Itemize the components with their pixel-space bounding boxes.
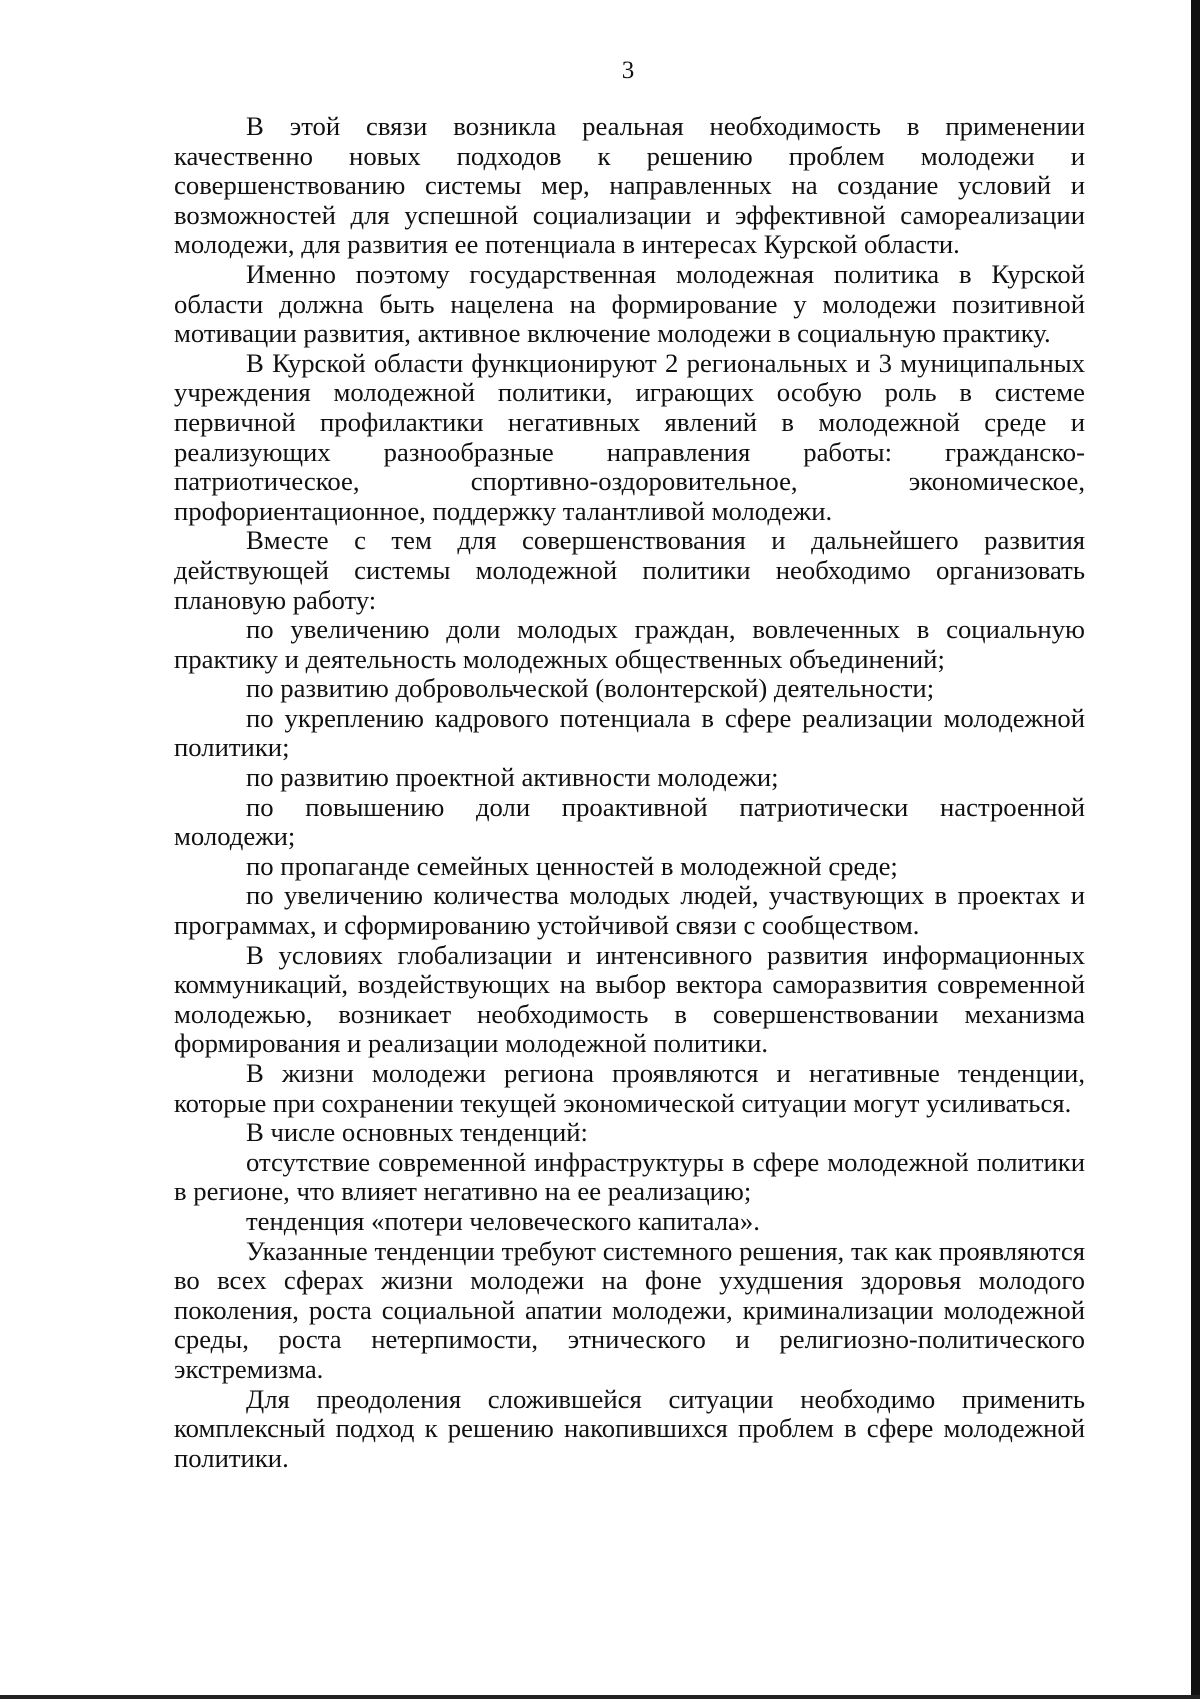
scan-edge-right <box>1191 0 1200 1699</box>
list-item: по пропаганде семейных ценностей в молодежной среде; <box>246 850 898 881</box>
page-number: 3 <box>621 57 635 84</box>
list-item: по укреплению кадрового потенциала в сфере реализации молодежной политики; <box>174 702 1085 763</box>
paragraph: В Курской области функционируют 2 региональных и 3 муниципальных учреждения молодежной политики, играющих особую роль в системе первичной профилактики негативных явлений в молодежной среде и реализующих разнообразные направления работы: гражданско-патриотическое, спортивно-оздоровительное, экономическое, профориентационное, поддержку талантливой молодежи. <box>174 347 1085 526</box>
paragraph: В жизни молодежи региона проявляются и негативные тенденции, которые при сохранении текущей экономической ситуации могут усиливаться. <box>174 1058 1085 1118</box>
paragraph: В числе основных тенденций: <box>246 1117 588 1148</box>
document-body <box>174 112 1085 1473</box>
paragraph: Указанные тенденции требуют системного решения, так как проявляются во всех сферах жизни молодежи на фоне ухудшения здоровья молодого поколения, роста социальной апатии молодежи, криминализации молодежной среды, роста нетерпимости, этнического и религиозно-политического экстремизма. <box>174 1235 1085 1384</box>
scan-edge-bottom <box>0 1695 1200 1699</box>
paragraph: В условиях глобализации и интенсивного развития информационных коммуникаций, воздействующих на выбор вектора саморазвития современной молодежью, возникает необходимость в совершенствовании механизма формирования и реализации молодежной политики. <box>174 939 1085 1059</box>
paragraph: Для преодоления сложившейся ситуации необходимо применить комплексный подход к решению накопившихся проблем в сфере молодежной политики. <box>174 1383 1085 1473</box>
list-item: отсутствие современной инфраструктуры в сфере молодежной политики в регионе, что влияет негативно на ее реализацию; <box>174 1146 1085 1207</box>
list-item: по увеличению доли молодых граждан, вовлеченных в социальную практику и деятельность молодежных общественных объединений; <box>174 614 1085 674</box>
list-item: по увеличению количества молодых людей, участвующих в проектах и программах, и сформированию устойчивой связи с сообществом. <box>174 880 1085 941</box>
list-item: по развитию добровольческой (волонтерской) деятельности; <box>246 673 935 704</box>
list-item: тенденция «потери человеческого капитала». <box>246 1205 760 1236</box>
list-item: по повышению доли проактивной патриотически настроенной молодежи; <box>174 791 1085 852</box>
paragraph: Вместе с тем для совершенствования и дальнейшего развития действующей системы молодежной политики необходимо организовать плановую работу: <box>174 525 1085 615</box>
paragraph: Именно поэтому государственная молодежная политика в Курской области должна быть нацелена на формирование у молодежи позитивной мотивации развития, активное включение молодежи в социальную практику. <box>174 258 1085 349</box>
list-item: по развитию проектной активности молодежи; <box>246 762 779 793</box>
paragraph: В этой связи возникла реальная необходимость в применении качественно новых подходов к решению проблем молодежи и совершенствованию системы мер, направленных на создание условий и возможностей для успешной социализации и эффективной самореализации молодежи, для развития ее потенциала в интересах Курской области. <box>174 111 1085 260</box>
